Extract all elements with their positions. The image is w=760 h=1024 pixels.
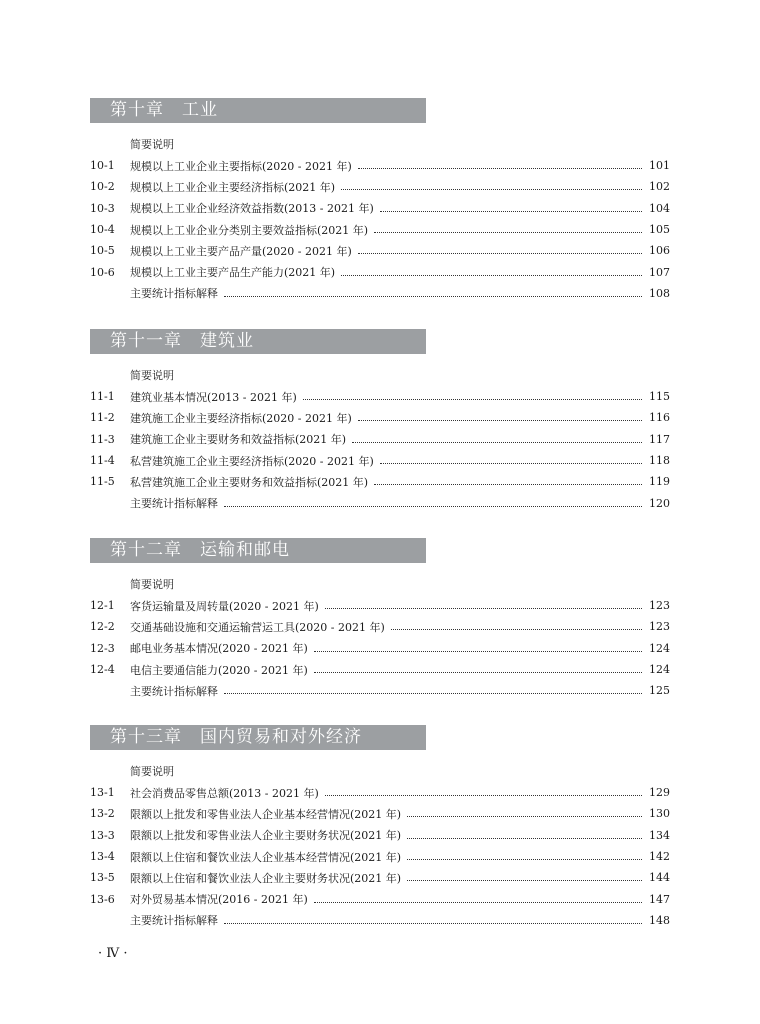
entry-title: 主要统计指标解释 xyxy=(130,497,218,511)
entry-page: 118 xyxy=(649,454,670,468)
toc-entry[interactable] xyxy=(90,283,670,304)
entry-page: 123 xyxy=(649,620,670,634)
entry-number: 12-2 xyxy=(90,620,115,634)
entry-title: 限额以上批发和零售业法人企业主要财务状况(2021 年) xyxy=(130,829,402,843)
toc-entry[interactable] xyxy=(90,846,670,867)
dot-leader xyxy=(352,442,642,443)
dot-leader xyxy=(380,211,642,212)
entry-page: 104 xyxy=(649,201,670,215)
entry-page: 142 xyxy=(649,850,670,864)
entry-page: 125 xyxy=(649,684,670,698)
entry-page: 144 xyxy=(649,871,670,885)
entry-number: 11-4 xyxy=(90,454,115,468)
entry-page: 123 xyxy=(649,599,670,613)
entry-title: 建筑施工企业主要经济指标(2020 - 2021 年) xyxy=(130,411,352,425)
entry-title: 主要统计指标解释 xyxy=(130,914,218,928)
dot-leader xyxy=(224,506,642,507)
entry-number: 11-3 xyxy=(90,432,115,446)
dot-leader xyxy=(407,816,642,817)
entry-number: 13-5 xyxy=(90,871,115,885)
dot-leader xyxy=(303,399,642,400)
toc-entry[interactable] xyxy=(90,595,670,616)
entry-title: 电信主要通信能力(2020 - 2021 年) xyxy=(130,663,308,677)
entry-title: 邮电业务基本情况(2020 - 2021 年) xyxy=(130,642,308,656)
toc-entry[interactable] xyxy=(90,888,670,909)
toc-entry[interactable] xyxy=(90,450,670,471)
entry-number: 12-3 xyxy=(90,641,115,655)
chapter-intro-link[interactable]: 简要说明 xyxy=(130,369,174,382)
entry-number: 13-6 xyxy=(90,892,115,906)
entry-number: 12-1 xyxy=(90,599,115,613)
toc-entry[interactable] xyxy=(90,825,670,846)
dot-leader xyxy=(358,168,642,169)
chapter-section xyxy=(90,98,670,304)
entry-page: 117 xyxy=(649,432,670,446)
toc-entry[interactable] xyxy=(90,867,670,888)
toc-entry[interactable] xyxy=(90,219,670,240)
entry-page: 120 xyxy=(649,496,670,510)
entry-page: 107 xyxy=(649,265,670,279)
dot-leader xyxy=(358,253,642,254)
entry-title: 规模以上工业企业主要指标(2020 - 2021 年) xyxy=(130,159,352,173)
entry-page: 124 xyxy=(649,663,670,677)
dot-leader xyxy=(380,463,642,464)
chapter-intro-link[interactable]: 简要说明 xyxy=(130,765,174,778)
toc-entry[interactable] xyxy=(90,782,670,803)
chapter-section xyxy=(90,538,670,701)
entry-title: 限额以上批发和零售业法人企业基本经营情况(2021 年) xyxy=(130,807,402,821)
entry-number: 13-1 xyxy=(90,786,115,800)
entry-number: 10-1 xyxy=(90,159,115,173)
entry-title: 客货运输量及周转量(2020 - 2021 年) xyxy=(130,599,319,613)
entry-title: 对外贸易基本情况(2016 - 2021 年) xyxy=(130,893,308,907)
entry-title: 交通基础设施和交通运输营运工具(2020 - 2021 年) xyxy=(130,620,385,634)
toc-entry[interactable] xyxy=(90,616,670,637)
chapter-intro-link[interactable]: 简要说明 xyxy=(130,578,174,591)
entry-title: 规模以上工业企业主要经济指标(2021 年) xyxy=(130,180,336,194)
dot-leader xyxy=(407,880,642,881)
chapter-heading: 第十二章 运输和邮电 xyxy=(90,538,426,563)
entry-page: 124 xyxy=(649,641,670,655)
dot-leader xyxy=(325,608,642,609)
dot-leader xyxy=(341,189,642,190)
toc-entry[interactable] xyxy=(90,659,670,680)
entry-page: 102 xyxy=(649,180,670,194)
entry-title: 私营建筑施工企业主要财务和效益指标(2021 年) xyxy=(130,475,369,489)
toc-entry[interactable] xyxy=(90,386,670,407)
chapter-heading: 第十一章 建筑业 xyxy=(90,329,426,354)
entry-page: 105 xyxy=(649,223,670,237)
chapter-intro-link[interactable]: 简要说明 xyxy=(130,138,174,151)
toc-entry[interactable] xyxy=(90,240,670,261)
toc-entry[interactable] xyxy=(90,803,670,824)
entry-page: 147 xyxy=(649,892,670,906)
entry-title: 建筑施工企业主要财务和效益指标(2021 年) xyxy=(130,433,347,447)
toc-entry[interactable] xyxy=(90,198,670,219)
entry-title: 建筑业基本情况(2013 - 2021 年) xyxy=(130,390,297,404)
toc-entry[interactable] xyxy=(90,910,670,931)
entry-page: 108 xyxy=(649,286,670,300)
entry-title: 社会消费品零售总额(2013 - 2021 年) xyxy=(130,786,319,800)
chapter-heading: 第十章 工业 xyxy=(90,98,426,123)
entry-title: 限额以上住宿和餐饮业法人企业基本经营情况(2021 年) xyxy=(130,850,402,864)
toc-entry[interactable] xyxy=(90,492,670,513)
entry-page: 101 xyxy=(649,159,670,173)
chapter-section xyxy=(90,329,670,514)
entry-number: 10-3 xyxy=(90,201,115,215)
toc-entry[interactable] xyxy=(90,155,670,176)
toc-entry[interactable] xyxy=(90,471,670,492)
entry-number: 11-2 xyxy=(90,411,115,425)
chapter-section xyxy=(90,725,670,931)
entry-number: 12-4 xyxy=(90,663,115,677)
dot-leader xyxy=(407,859,642,860)
entry-page: 115 xyxy=(649,390,670,404)
dot-leader xyxy=(391,629,642,630)
entry-number: 13-4 xyxy=(90,850,115,864)
entry-title: 私营建筑施工企业主要经济指标(2020 - 2021 年) xyxy=(130,454,374,468)
entry-title: 主要统计指标解释 xyxy=(130,684,218,698)
dot-leader xyxy=(325,795,642,796)
entry-title: 规模以上工业主要产品产量(2020 - 2021 年) xyxy=(130,244,352,258)
entry-page: 148 xyxy=(649,913,670,927)
dot-leader xyxy=(314,651,642,652)
entry-page: 130 xyxy=(649,807,670,821)
dot-leader xyxy=(224,923,642,924)
toc-entry[interactable] xyxy=(90,638,670,659)
dot-leader xyxy=(314,902,642,903)
toc-entry[interactable] xyxy=(90,407,670,428)
toc-entry[interactable] xyxy=(90,261,670,282)
entry-number: 10-5 xyxy=(90,244,115,258)
entry-number: 10-4 xyxy=(90,223,115,237)
page-number: · Ⅳ · xyxy=(98,946,128,961)
entry-page: 129 xyxy=(649,786,670,800)
dot-leader xyxy=(374,232,642,233)
entry-page: 106 xyxy=(649,244,670,258)
entry-title: 限额以上住宿和餐饮业法人企业主要财务状况(2021 年) xyxy=(130,871,402,885)
entry-number: 13-2 xyxy=(90,807,115,821)
entry-title: 规模以上工业主要产品生产能力(2021 年) xyxy=(130,266,336,280)
dot-leader xyxy=(374,484,642,485)
toc-entry[interactable] xyxy=(90,680,670,701)
dot-leader xyxy=(358,420,642,421)
dot-leader xyxy=(224,296,642,297)
toc-entry[interactable] xyxy=(90,429,670,450)
entry-title: 主要统计指标解释 xyxy=(130,287,218,301)
entry-number: 11-5 xyxy=(90,475,115,489)
entry-number: 11-1 xyxy=(90,390,115,404)
entry-number: 10-2 xyxy=(90,180,115,194)
dot-leader xyxy=(314,672,642,673)
entry-number: 10-6 xyxy=(90,265,115,279)
toc-entry[interactable] xyxy=(90,176,670,197)
dot-leader xyxy=(224,693,642,694)
entry-title: 规模以上工业企业分类别主要效益指标(2021 年) xyxy=(130,223,369,237)
entry-page: 119 xyxy=(649,475,670,489)
dot-leader xyxy=(407,838,642,839)
entry-page: 134 xyxy=(649,828,670,842)
entry-page: 116 xyxy=(649,411,670,425)
chapter-heading: 第十三章 国内贸易和对外经济 xyxy=(90,725,426,750)
dot-leader xyxy=(341,275,642,276)
entry-title: 规模以上工业企业经济效益指数(2013 - 2021 年) xyxy=(130,202,374,216)
entry-number: 13-3 xyxy=(90,828,115,842)
